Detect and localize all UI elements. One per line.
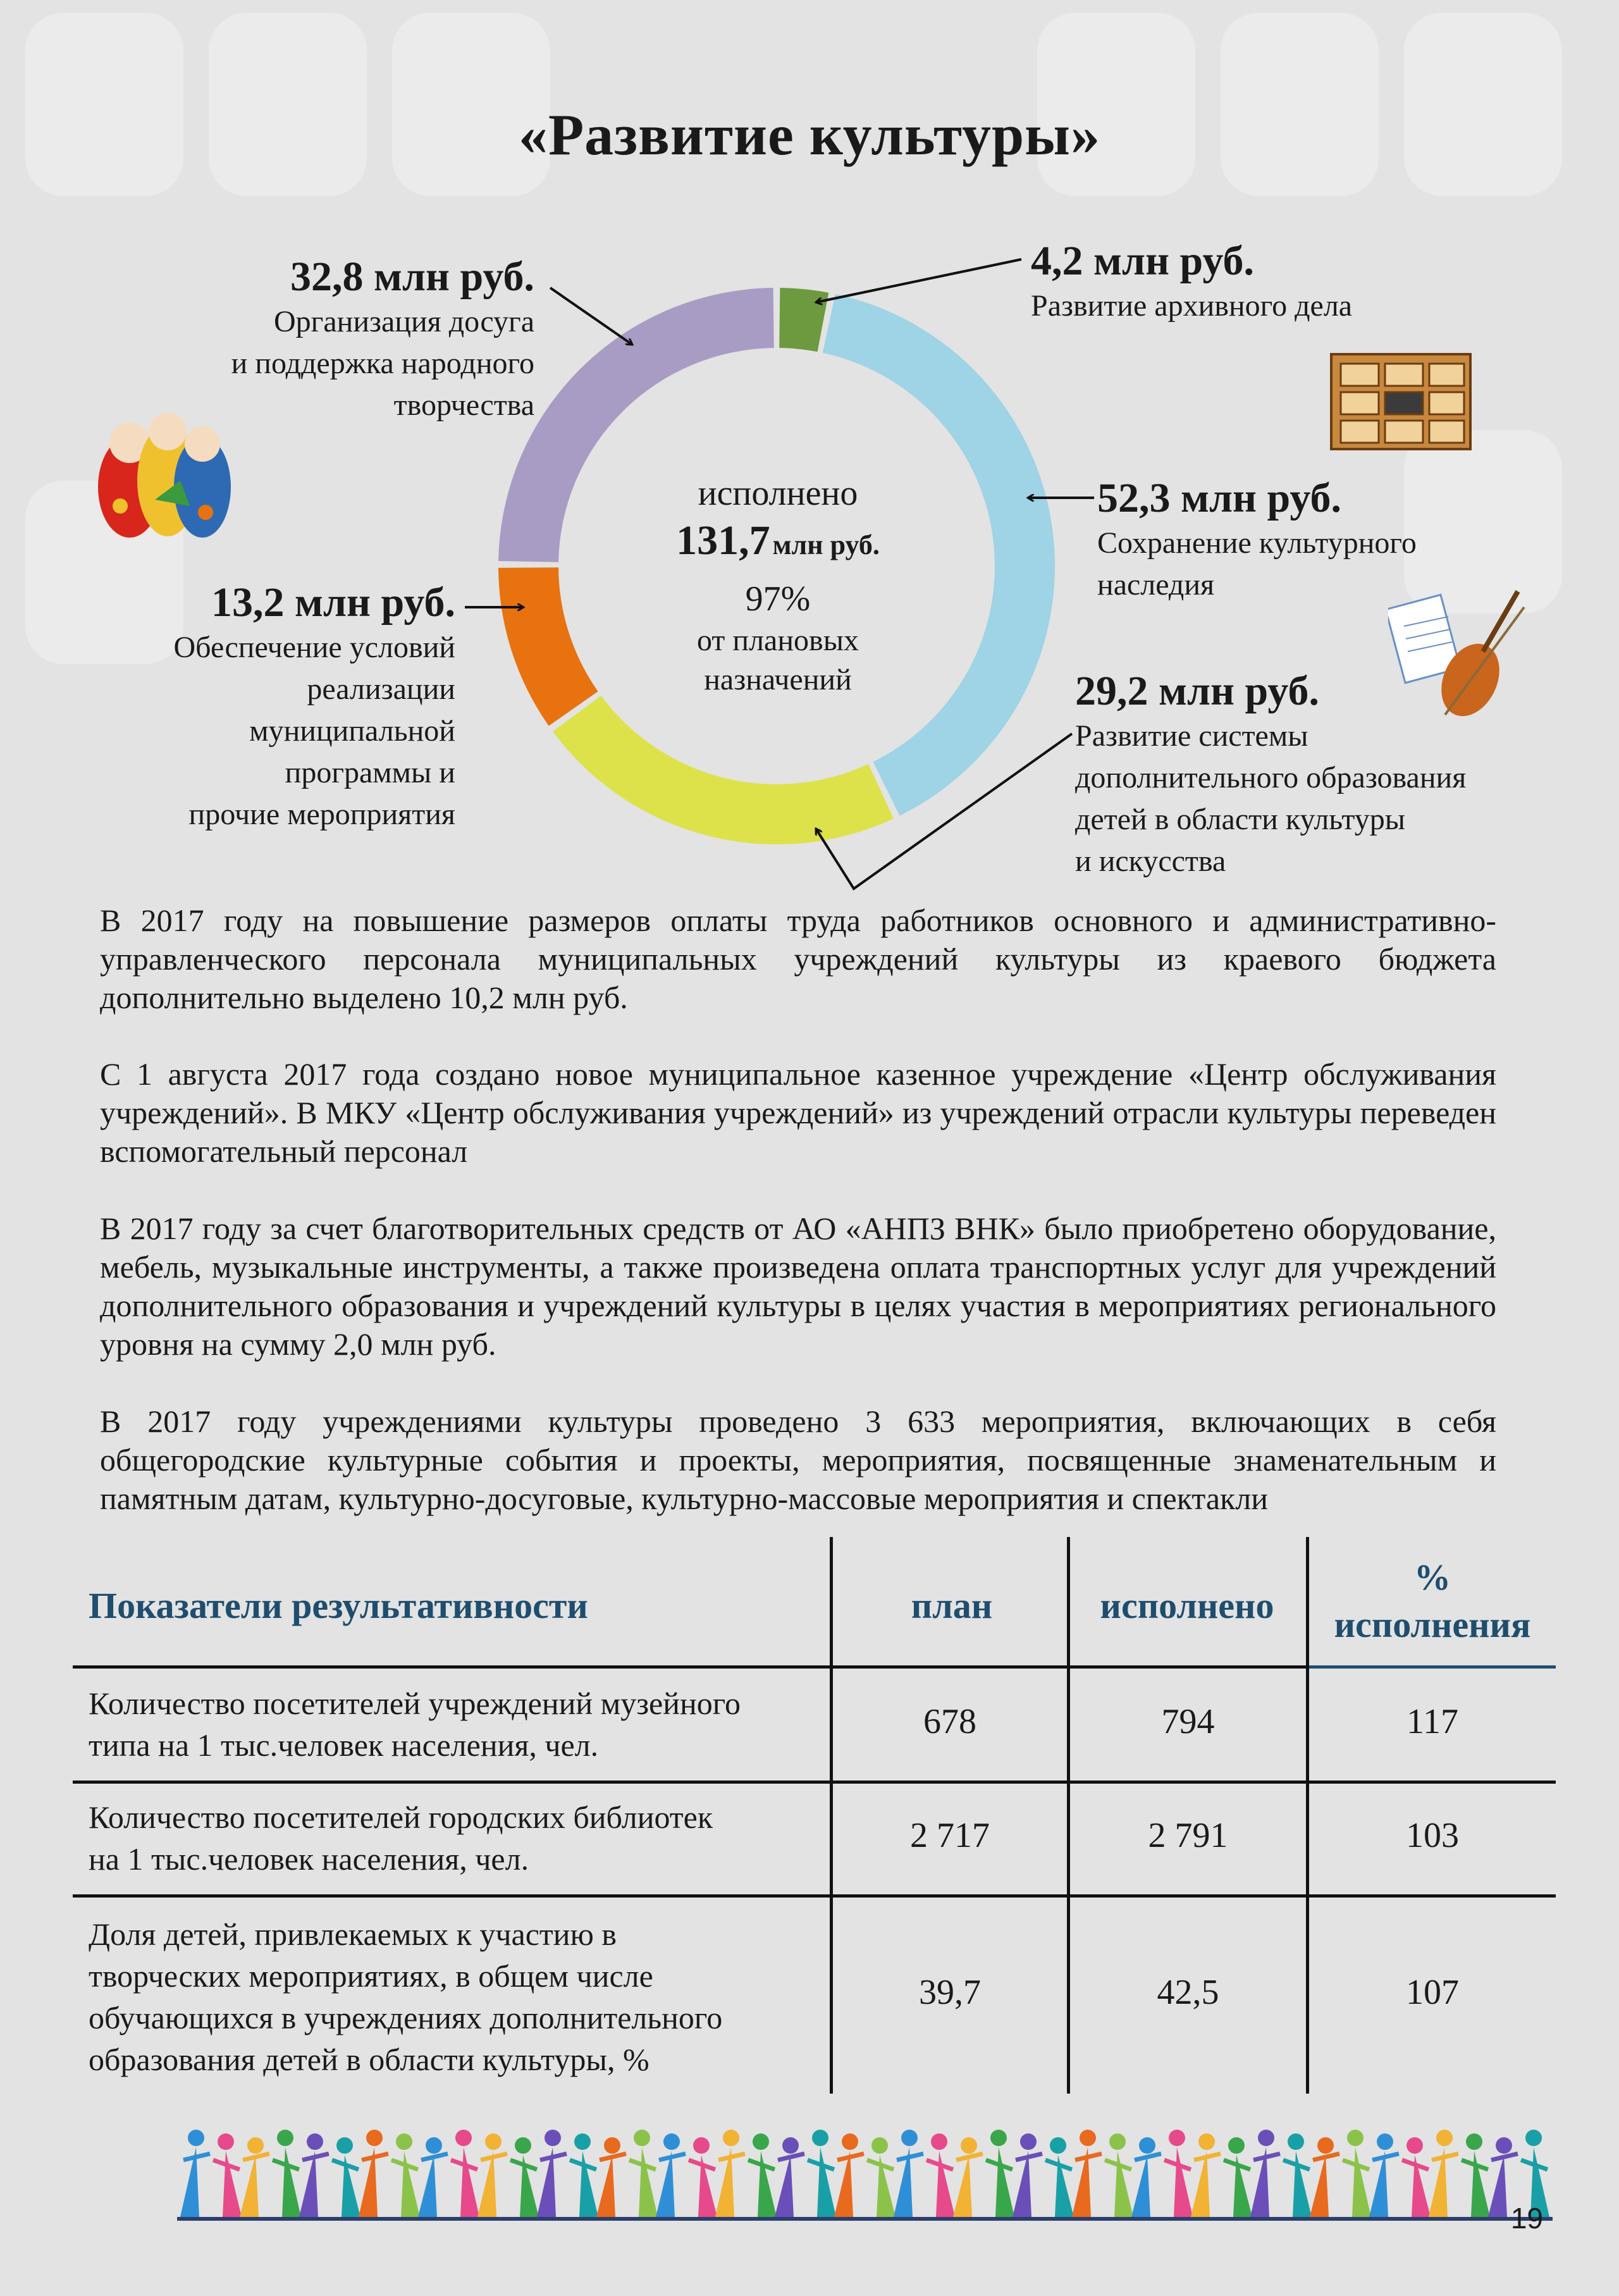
dancer-head [723,2130,739,2146]
dancer-body [834,2151,853,2217]
dancer-head [634,2130,650,2146]
dancer-body [1369,2151,1388,2217]
dancer-head [753,2133,769,2150]
label-heritage-amount: 52,3 млн руб. [1097,475,1341,521]
dancer-body [240,2155,259,2217]
dancer-figure [894,2130,923,2217]
dancer-body [1191,2151,1210,2217]
dancer-body [758,2151,777,2217]
dancer-arm [1313,2154,1339,2160]
row-indicator-line: типа на 1 тыс.человек населения, чел. [89,1727,599,1763]
dancer-arm [362,2154,388,2160]
frieze-baseline [177,2217,1553,2221]
dancer-figure [689,2137,717,2217]
dancer-head [1258,2130,1274,2146]
center-unit: млн руб. [772,529,880,560]
row-done-value: 42,5 [1157,1973,1219,2012]
center-line5: назначений [704,663,852,696]
dancer-figure [1072,2130,1102,2217]
dancer-arm [1016,2154,1042,2160]
arrow-archive [816,259,1021,302]
center-percent: 97% [745,579,811,619]
dancer-head [1525,2130,1542,2146]
dancer-head [1436,2130,1453,2146]
label-program-line: реализации [307,672,455,706]
table-divider [73,1781,1556,1784]
dancer-head [1080,2130,1096,2146]
label-education-line: дополнительного образования [1075,761,1467,794]
dancer-head [307,2133,323,2150]
dancer-head [604,2137,620,2154]
dancer-body [401,2151,420,2217]
matryoshka-dolls-icon [92,386,237,544]
dancer-arm [1432,2154,1458,2160]
dancer-figure [1164,2130,1193,2217]
dancer-arm [1194,2154,1221,2160]
label-education-line: Развитие системы [1075,719,1308,753]
dancer-arm [837,2154,864,2160]
dancer-body [460,2147,479,2217]
row-percent-value: 117 [1407,1702,1458,1741]
dancer-figure [834,2133,864,2217]
dancer-figure [240,2137,269,2217]
dancer-head [1347,2130,1364,2146]
dancer-arm [481,2154,507,2160]
dancer-figure [477,2133,507,2217]
dancer-head [1377,2133,1393,2150]
dancer-body [223,2151,242,2217]
dancer-body [1114,2151,1133,2217]
dancer-head [1139,2137,1155,2154]
arrow-leisure [550,288,632,345]
label-archive-line: Развитие архивного дела [1031,289,1353,323]
dancer-figure [391,2133,420,2217]
row-plan-value: 39,7 [919,1973,981,2012]
header-done: исполнено [1100,1585,1274,1626]
dancer-head [574,2133,591,2150]
header-indicator: Показатели результативности [89,1585,588,1626]
dancer-head [1317,2137,1334,2154]
dancer-head [693,2137,710,2154]
dancer-figure [1045,2137,1074,2217]
dancer-arm [778,2154,804,2160]
dancer-head [1050,2137,1066,2154]
dancer-head [842,2133,858,2150]
dancer-head [1228,2137,1245,2154]
dancer-arm [1135,2154,1161,2160]
dancer-arm [1491,2154,1518,2160]
dancers-frieze [177,2116,1619,2230]
dancer-figure [1131,2137,1161,2217]
label-leisure-line: Организация досуга [273,305,534,338]
row-percent-value: 103 [1406,1816,1459,1855]
dancer-body [299,2151,318,2217]
filing-cabinet-icon [1325,342,1477,455]
dancer-figure [1310,2137,1339,2217]
dancer-head [1466,2133,1482,2150]
dancer-head [1169,2130,1185,2146]
dancer-figure [1369,2133,1399,2217]
dancer-head [901,2130,918,2146]
dancer-body [1131,2155,1150,2217]
dancer-figure [537,2130,567,2217]
label-education-amount: 29,2 млн руб. [1075,668,1319,714]
label-leisure-line: творчества [393,388,534,422]
label-leisure-line: и поддержка народного [231,347,534,380]
dancer-body [579,2151,598,2217]
dancer-figure [1429,2130,1458,2217]
dancer-figure [808,2130,836,2217]
row-indicator-line: Количество посетителей учреждений музейного [89,1686,741,1721]
dancer-body [1488,2155,1507,2217]
dancer-head [990,2130,1007,2146]
dancer-figure [180,2130,210,2217]
dancer-figure [213,2133,242,2217]
table-divider [1309,1665,1556,1669]
dancer-figure [748,2133,777,2217]
dancer-head [1020,2133,1037,2150]
dancer-body [596,2155,615,2217]
dancer-figure [1013,2133,1042,2217]
row-done-value: 2 791 [1148,1816,1228,1855]
dancer-head [1198,2133,1215,2150]
label-heritage-line: наследия [1097,568,1215,602]
dancer-arm [243,2154,269,2160]
dancer-figure [1283,2133,1312,2217]
dancer-figure [953,2137,983,2217]
dancer-figure [418,2137,448,2217]
dancer-body [656,2151,675,2217]
dancer-arm [1253,2154,1280,2160]
row-indicator-line: творческих мероприятиях, в общем числе [89,1958,653,1994]
dancer-arm [421,2154,448,2160]
dancer-body [282,2147,301,2217]
dancer-head [663,2133,680,2150]
dancer-figure [510,2137,539,2217]
dancer-body [1471,2151,1490,2217]
row-done-value: 794 [1161,1702,1215,1741]
dancer-arm [183,2154,210,2160]
dancer-figure [715,2130,745,2217]
label-leisure-amount: 32,8 млн руб. [290,254,534,300]
label-program-line: муниципальной [249,714,455,748]
dancer-figure [451,2130,479,2217]
dancer-arm [540,2154,567,2160]
dancer-body [995,2147,1014,2217]
dancer-head [218,2133,234,2150]
dancer-figure [1105,2133,1133,2217]
dancer-arm [1075,2154,1102,2160]
center-line1: исполнено [698,474,858,513]
dancer-head [812,2130,828,2146]
center-line4: от плановых [697,624,859,657]
dancer-arm [302,2154,329,2160]
dancer-arm [659,2154,686,2160]
dancer-head [871,2137,888,2154]
label-archive-amount: 4,2 млн руб. [1031,238,1254,284]
dancer-figure [1462,2133,1490,2217]
dancer-head [782,2137,799,2154]
dancer-figure [273,2130,301,2217]
dancer-body [1310,2155,1329,2217]
dancer-head [455,2130,472,2146]
dancer-head [545,2130,561,2146]
dancer-figure [775,2137,804,2217]
row-percent-value: 107 [1406,1973,1459,2012]
dancer-head [336,2137,353,2154]
dancer-head [931,2133,947,2150]
dancer-figure [629,2130,658,2217]
label-heritage-line: Сохранение культурного [1097,526,1417,560]
dancer-head [247,2137,264,2154]
row-indicator-line: обучающихся в учреждениях дополнительного [89,2000,723,2035]
dancer-figure [332,2137,360,2217]
arrow-education [816,734,1072,889]
dancer-body [1293,2151,1312,2217]
row-indicator-line: Количество посетителей городских библиотек [89,1799,713,1835]
dancer-head [277,2130,293,2146]
dancer-figure [867,2137,896,2217]
dancer-head [1496,2137,1512,2154]
dancer-head [515,2137,531,2154]
page-number: 19 [1510,2202,1543,2235]
dancer-arm [718,2154,745,2160]
row-indicator-line: на 1 тыс.человек населения, чел. [89,1841,529,1877]
table-divider [73,1665,1309,1669]
dancer-figure [1224,2137,1252,2217]
dancer-arm [600,2154,626,2160]
dancer-figure [926,2133,955,2217]
row-plan-value: 678 [923,1702,976,1741]
dancer-arm [897,2154,923,2160]
dancer-head [1109,2133,1126,2150]
dancer-figure [656,2133,686,2217]
dancer-arm [956,2154,983,2160]
dancer-head [1407,2137,1423,2154]
dancer-body [477,2151,496,2217]
paragraph: В 2017 году учреждениями культуры проведено 3 633 мероприятия, включающих в себя общегородские культурные события и проекты, мероприятия, посвященные знаменательным и памятным датам, культурно-досуговые, культурно-массовые мероприятия и спектакли [100,1404,1496,1516]
dancer-figure [1191,2133,1221,2217]
table-divider [73,1894,1556,1898]
paragraph: С 1 августа 2017 года создано новое муниципальное казенное учреждение «Центр обслуживания учреждений». В МКУ «Центр обслуживания учреждений» из учреждений отрасли культуры переведен вспомогательный персонал [100,1056,1496,1169]
dancer-figure [359,2130,388,2217]
dancer-figure [596,2137,626,2217]
dancer-figure [299,2133,329,2217]
dancer-head [188,2130,204,2146]
label-program-line: Обеспечение условий [173,631,455,664]
label-education-line: и искусства [1075,844,1226,878]
dancer-head [1288,2133,1304,2150]
header-percent-label: исполнения [1334,1604,1531,1645]
dancer-body [953,2155,972,2217]
dancer-head [366,2130,383,2146]
label-program-amount: 13,2 млн руб. [211,579,455,626]
label-program-line: прочие мероприятия [188,798,455,831]
label-education-line: детей в области культуры [1075,803,1405,836]
dancer-body [639,2147,658,2217]
center-amount: 131,7 [676,517,770,564]
dancer-body [1352,2147,1371,2217]
dancer-head [961,2137,977,2154]
dancer-figure [1402,2137,1431,2217]
dancer-body [1013,2151,1031,2217]
paragraph: В 2017 году на повышение размеров оплаты труда работников основного и административно-управленческого персонала муниципальных учреждений культуры из краевого бюджета дополнительно выделено 10,2 млн руб. [100,903,1496,1015]
dancer-figure [986,2130,1014,2217]
dancer-body [775,2155,794,2217]
row-indicator-line: образования детей в области культуры, % [89,2042,649,2077]
dancer-arm [1372,2154,1399,2160]
label-program-line: программы и [285,756,455,789]
header-percent-symbol: % [1414,1557,1451,1598]
dancer-figure [570,2133,598,2217]
page-title: «Развитие культуры» [518,102,1101,167]
dancer-head [426,2137,442,2154]
dancer-figure [1343,2130,1371,2217]
row-indicator-line: Доля детей, привлекаемых к участию в [89,1916,617,1952]
dancer-body [936,2151,955,2217]
dancer-head [485,2133,502,2150]
row-plan-value: 2 717 [910,1816,990,1855]
paragraph: В 2017 году за счет благотворительных средств от АО «АНПЗ ВНК» было приобретено оборудование, мебель, музыкальные инструменты, а также произведена оплата транспортных услуг для учреждений дополнительного образования и учреждений культуры в целях участия в мероприятиях регионального уровня на сумму 2,0 млн руб. [100,1211,1496,1362]
dancer-body [1174,2147,1193,2217]
violin-icon [1388,582,1534,727]
dancer-head [396,2133,412,2150]
header-plan: план [911,1585,993,1626]
dancer-body [418,2155,437,2217]
dancer-body [817,2147,836,2217]
dancer-figure [1250,2130,1280,2217]
